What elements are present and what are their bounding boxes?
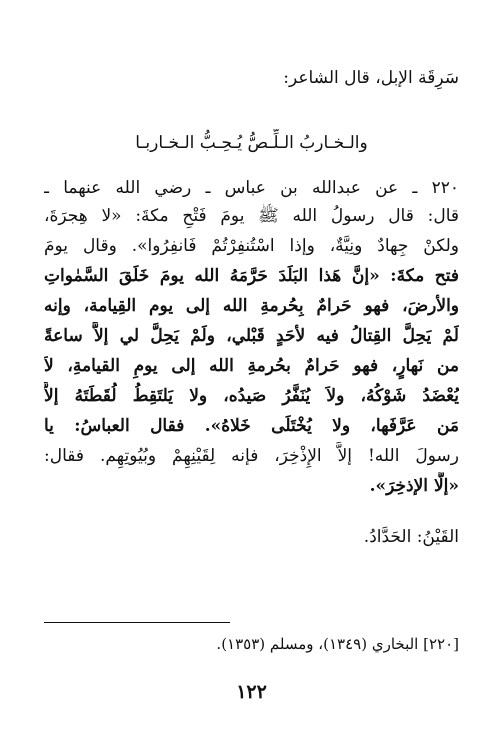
poetry-verse: والـخـاربُ الـلِّـصُّ يُـحِـبُّ الـخـاربـا bbox=[135, 133, 368, 153]
footnote-divider bbox=[44, 622, 230, 623]
hadith-text-line: رسولَ الله! إلاَّ الإِذْخِرَ، فإنه لِقَيْنِهِمْ وبُيُوتِهِم. فقال: bbox=[44, 446, 459, 466]
footnote: [٢٢٠] البخاري (١٣٤٩)، ومسلم (١٣٥٣). bbox=[216, 635, 459, 653]
hadith-text-line: مَن عَرَّفَها، ولا يُخْتَلَى خَلاهُ». فقال العباسُ: يا bbox=[44, 416, 459, 436]
hadith-text-line: والأرضَ، فهو حَرامٌ بِحُرمةِ الله إلى يوم القِيامة، وإنه bbox=[44, 296, 459, 316]
hadith-text-line: يُعْضَدُ شَوْكُهُ، ولاَ يُنَفَّرُ صَيدُه، ولا يَلتَقِطُ لُقَطَتَهُ إلاَّ bbox=[44, 386, 459, 406]
hadith-heading-line: ٢٢٠ ـ عن عبدالله بن عباس ـ رضي الله عنهما ـ bbox=[44, 178, 459, 198]
hadith-text-line: فتح مكةَ: «إنَّ هَذا البَلَدَ حَرَّمَهُ الله يومَ خَلَقَ السَّمٰواتِ bbox=[44, 266, 459, 286]
hadith-closing-line: «إلَّا الإذخِرَ». bbox=[369, 476, 459, 496]
hadith-text-line: ولكنْ جِهادٌ ونِيَّةٌ، وإذا اسْتُنفِرْتُمْ فَانفِرُوا». وقال يومَ bbox=[44, 236, 459, 256]
glossary-note: القَيْنُ: الحَدَّادُ. bbox=[363, 527, 459, 547]
intro-line: سَرِقَة الإبل، قال الشاعر: bbox=[283, 68, 459, 88]
hadith-text-line: لَمْ يَحِلَّ القِتالُ فيه لأحَدٍ قَبْلي، ولَمْ يَحِلَّ لي إلاَّ ساعةً bbox=[44, 326, 459, 346]
hadith-text-line: من نَهارٍ، فهو حَرامٌ بحُرمةِ الله إلى يومِ القيامةِ، لاَ bbox=[44, 356, 459, 376]
page-number: ١٢٢ bbox=[236, 681, 267, 703]
hadith-text-line: قال: قال رسولُ الله ﷺ يومَ فَتْحِ مكةَ: «لا هِجرَةَ، bbox=[44, 206, 459, 226]
